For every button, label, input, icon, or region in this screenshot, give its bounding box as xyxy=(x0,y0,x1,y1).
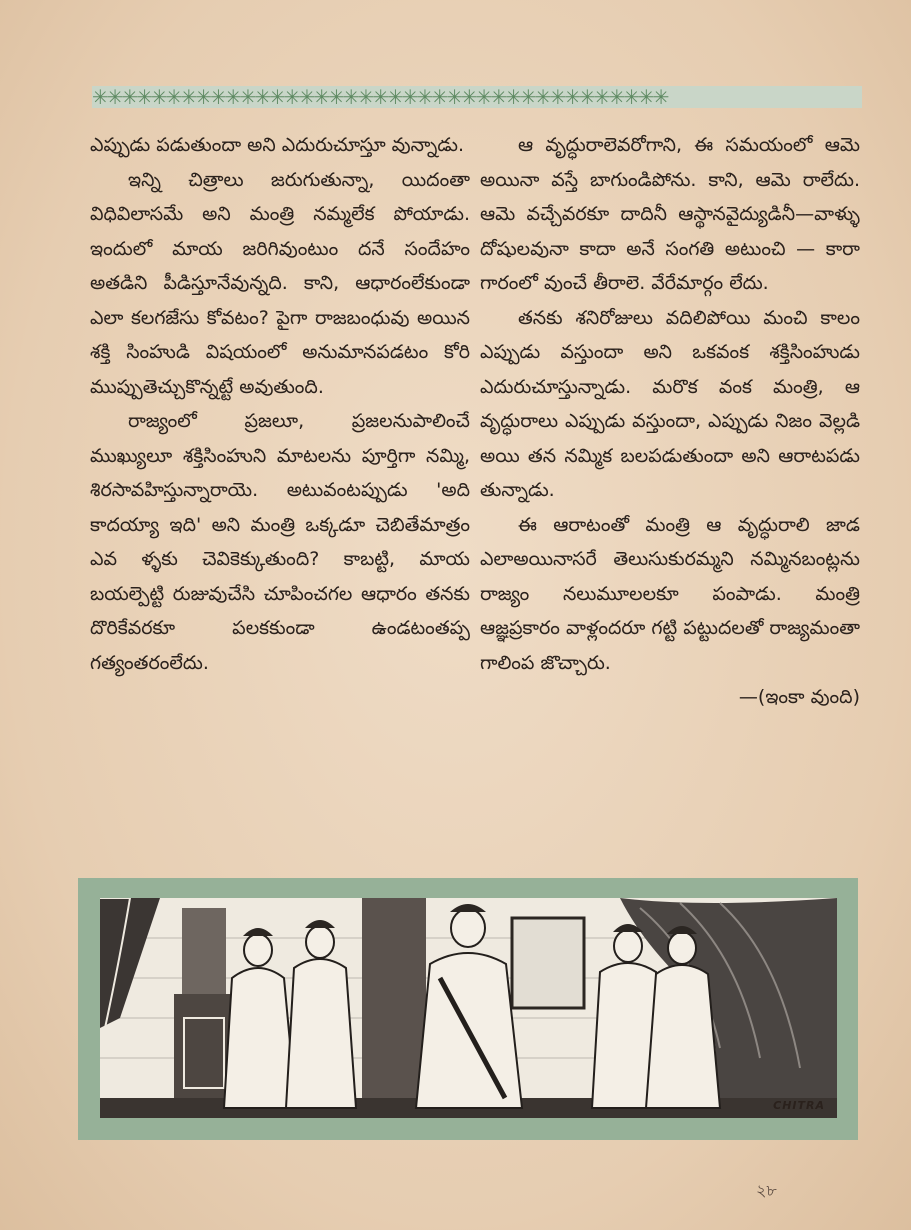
decorative-border: ✳✳✳✳✳✳✳✳✳✳✳✳✳✳✳✳✳✳✳✳✳✳✳✳✳✳✳✳✳✳✳✳✳✳✳✳✳✳✳ xyxy=(92,86,862,108)
illustration-drawing xyxy=(100,898,837,1118)
continued-label: —(ఇంకా వుంది) xyxy=(738,686,860,708)
story-paragraph: ఇన్ని చిత్రాలు జరుగుతున్నా, యిదంతా విధివిలాసమే అని మంత్రి నమ్మలేక పోయాడు. ఇందులో మాయ జరిగివుంటుం దనే సందేహం అతడిని పీడిస్తూనేవున్నది. కాని, ఆధారంలేకుండా ఎలా కలగజేసు కోవటం? పైగా రాజబంధువు అయిన శక్తి సింహుడి విషయంలో అనుమానపడటం కోరి ముప్పుతెచ్చుకొన్నట్టే అవుతుంది. xyxy=(90,168,470,398)
page-number: ২৮ xyxy=(756,1181,777,1200)
story-paragraph: ఆ వృద్ధురాలెవరోగాని, ఈ సమయంలో ఆమె అయినా వస్తే బాగుండిపోను. కాని, ఆమె రాలేదు. ఆమె వచ్చేవరకూ దాదినీ ఆస్థానవైద్యుడినీ—వాళ్ళు దోషులవునా కాదా అనే సంగతి అటుంచి — కారా గారంలో వుంచే తీరాలె. వేరేమార్గం లేదు. xyxy=(480,134,860,294)
story-column-left xyxy=(90,128,470,680)
story-column-right xyxy=(480,128,860,715)
illustration xyxy=(100,898,837,1118)
artist-signature: CHITRA xyxy=(773,1099,825,1112)
story-paragraph: ఎప్పుడు పడుతుందా అని ఎదురుచూస్తూ వున్నాడు. xyxy=(90,134,465,156)
story-paragraph: ఈ ఆరాటంతో మంత్రి ఆ వృద్ధురాలి జాడ ఎలాఅయినాసరే తెలుసుకురమ్మని నమ్మినబంట్లను రాజ్యం నలుమూలలకూ పంపాడు. మంత్రి ఆజ్ఞప్రకారం వాళ్లందరూ గట్టి పట్టుదలతో రాజ్యమంతా గాలింప జొచ్చారు. xyxy=(480,513,860,674)
story-paragraph: తనకు శనిరోజులు వదిలిపోయి మంచి కాలం ఎప్పుడు వస్తుందా అని ఒకవంక శక్తిసింహుడు ఎదురుచూస్తున్నాడు. మరొక వంక మంత్రి, ఆ వృద్ధురాలు ఎప్పుడు వస్తుందా, ఎప్పుడు నిజం వెల్లడి అయి తన నమ్మిక బలపడుతుందా అని ఆరాటపడు తున్నాడు. xyxy=(480,306,860,501)
story-paragraph: రాజ్యంలో ప్రజలూ, ప్రజలనుపాలించే ముఖ్యులూ శక్తిసింహుని మాటలను పూర్తిగా నమ్మి, శిరసావహిస్తున్నారాయె. అటువంటప్పుడు 'అది కాదయ్యా ఇది' అని మంత్రి ఒక్కడూ చెబితేమాత్రం ఎవ ళ్ళకు చెవికెక్కుతుంది? కాబట్టి, మాయ బయల్పెట్టి రుజువుచేసి చూపించగల ఆధారం తనకు దొరికేవరకూ పలకకుండా ఉండటంతప్ప గత్యంతరంలేదు. xyxy=(90,410,470,674)
